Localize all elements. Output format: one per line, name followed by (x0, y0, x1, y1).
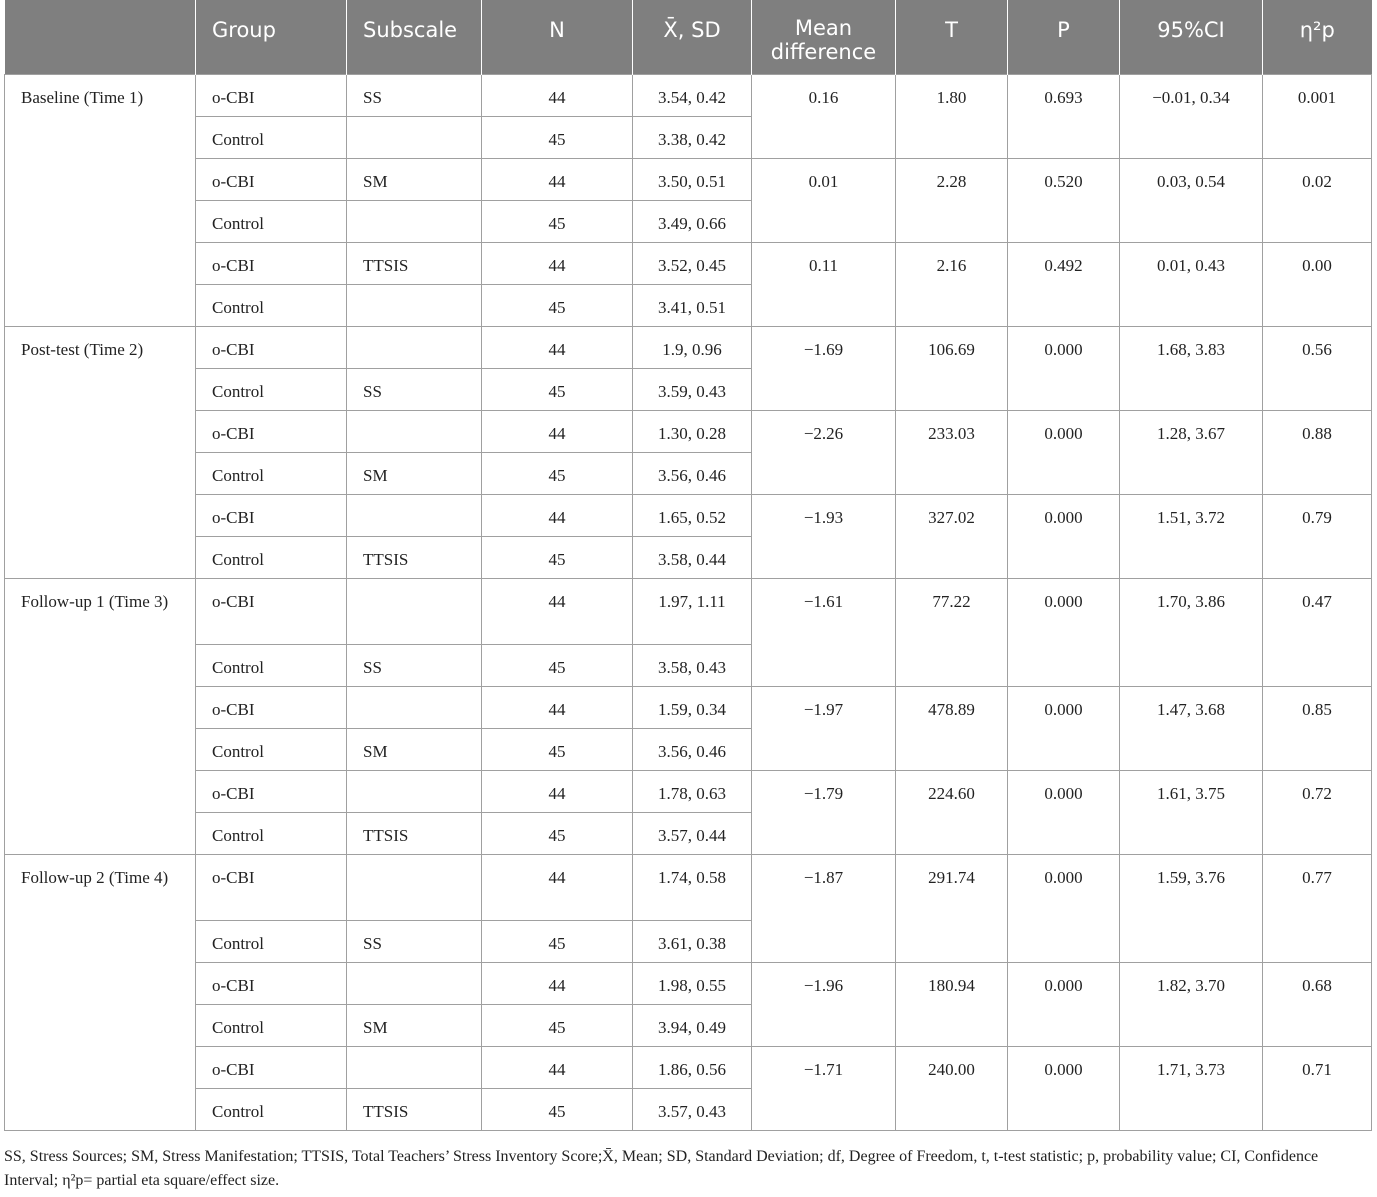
header-blank (5, 0, 196, 75)
p-cell: 0.000 (1008, 963, 1120, 1047)
mean-sd-cell: 3.41, 0.51 (633, 285, 752, 327)
eta-cell: 0.88 (1263, 411, 1372, 495)
group-cell: o-CBI (196, 963, 347, 1005)
n-cell: 45 (482, 1089, 633, 1131)
subscale-cell (347, 411, 482, 453)
n-cell: 45 (482, 1005, 633, 1047)
mean-sd-cell: 3.49, 0.66 (633, 201, 752, 243)
subscale-cell: SS (347, 75, 482, 117)
table-row (5, 963, 1372, 1005)
p-cell: 0.000 (1008, 411, 1120, 495)
ci-cell: 0.01, 0.43 (1120, 243, 1263, 327)
eta-cell: 0.02 (1263, 159, 1372, 243)
p-cell: 0.520 (1008, 159, 1120, 243)
group-cell: o-CBI (196, 159, 347, 201)
group-cell: o-CBI (196, 1047, 347, 1089)
n-cell: 45 (482, 921, 633, 963)
eta-cell: 0.56 (1263, 327, 1372, 411)
n-cell: 45 (482, 813, 633, 855)
ci-cell: −0.01, 0.34 (1120, 75, 1263, 159)
subscale-cell: SS (347, 369, 482, 411)
mean-sd-cell: 3.57, 0.43 (633, 1089, 752, 1131)
subscale-cell: SS (347, 921, 482, 963)
t-cell: 224.60 (896, 771, 1008, 855)
table-row (5, 855, 1372, 921)
mean-sd-cell: 1.9, 0.96 (633, 327, 752, 369)
subscale-cell (347, 1047, 482, 1089)
mean-sd-cell: 3.50, 0.51 (633, 159, 752, 201)
eta-cell: 0.00 (1263, 243, 1372, 327)
t-cell: 240.00 (896, 1047, 1008, 1131)
subscale-cell: TTSIS (347, 537, 482, 579)
group-cell: o-CBI (196, 327, 347, 369)
group-cell: o-CBI (196, 243, 347, 285)
mean-sd-cell: 3.58, 0.43 (633, 645, 752, 687)
table-row (5, 243, 1372, 285)
mean-sd-cell: 1.30, 0.28 (633, 411, 752, 453)
group-cell: Control (196, 645, 347, 687)
n-cell: 44 (482, 771, 633, 813)
subscale-cell (347, 285, 482, 327)
subscale-cell: TTSIS (347, 813, 482, 855)
group-cell: Control (196, 1089, 347, 1131)
table-row (5, 411, 1372, 453)
mean-sd-cell: 1.59, 0.34 (633, 687, 752, 729)
mean-difference-cell: −2.26 (752, 411, 896, 495)
group-cell: o-CBI (196, 411, 347, 453)
p-cell: 0.000 (1008, 855, 1120, 963)
table-body (5, 75, 1372, 1131)
p-cell: 0.000 (1008, 495, 1120, 579)
group-cell: Control (196, 813, 347, 855)
group-cell: Control (196, 1005, 347, 1047)
mean-difference-cell: −1.97 (752, 687, 896, 771)
mean-difference-cell: −1.93 (752, 495, 896, 579)
header-eta: η²p (1263, 0, 1372, 75)
subscale-cell: SM (347, 1005, 482, 1047)
eta-cell: 0.79 (1263, 495, 1372, 579)
mean-difference-cell: 0.01 (752, 159, 896, 243)
t-cell: 106.69 (896, 327, 1008, 411)
header-t: T (896, 0, 1008, 75)
group-cell: o-CBI (196, 771, 347, 813)
group-cell: o-CBI (196, 855, 347, 921)
table-row (5, 495, 1372, 537)
mean-difference-cell: 0.16 (752, 75, 896, 159)
ci-cell: 1.82, 3.70 (1120, 963, 1263, 1047)
t-cell: 1.80 (896, 75, 1008, 159)
subscale-cell: SM (347, 453, 482, 495)
subscale-cell (347, 687, 482, 729)
ci-cell: 1.61, 3.75 (1120, 771, 1263, 855)
eta-cell: 0.47 (1263, 579, 1372, 687)
group-cell: o-CBI (196, 687, 347, 729)
n-cell: 45 (482, 453, 633, 495)
mean-difference-cell: −1.71 (752, 1047, 896, 1131)
table-header (5, 0, 1372, 75)
mean-difference-cell: 0.11 (752, 243, 896, 327)
group-cell: Control (196, 921, 347, 963)
mean-sd-cell: 3.54, 0.42 (633, 75, 752, 117)
eta-cell: 0.85 (1263, 687, 1372, 771)
t-cell: 327.02 (896, 495, 1008, 579)
ci-cell: 1.47, 3.68 (1120, 687, 1263, 771)
table-row (5, 1047, 1372, 1089)
n-cell: 45 (482, 537, 633, 579)
results-table (4, 0, 1372, 1131)
timepoint-cell: Post-test (Time 2) (5, 327, 196, 579)
n-cell: 44 (482, 411, 633, 453)
ci-cell: 1.70, 3.86 (1120, 579, 1263, 687)
subscale-cell (347, 117, 482, 159)
mean-sd-cell: 3.56, 0.46 (633, 729, 752, 771)
ci-cell: 1.51, 3.72 (1120, 495, 1263, 579)
header-mean-diff-line2: difference (770, 40, 877, 64)
header-subscale: Subscale (347, 0, 482, 75)
mean-sd-cell: 1.78, 0.63 (633, 771, 752, 813)
n-cell: 44 (482, 159, 633, 201)
n-cell: 44 (482, 579, 633, 645)
n-cell: 45 (482, 645, 633, 687)
p-cell: 0.000 (1008, 1047, 1120, 1131)
group-cell: Control (196, 537, 347, 579)
subscale-cell: TTSIS (347, 243, 482, 285)
ci-cell: 0.03, 0.54 (1120, 159, 1263, 243)
subscale-cell (347, 201, 482, 243)
results-table-container (4, 0, 1371, 1131)
p-cell: 0.492 (1008, 243, 1120, 327)
mean-sd-cell: 3.57, 0.44 (633, 813, 752, 855)
timepoint-cell: Follow-up 1 (Time 3) (5, 579, 196, 855)
header-group: Group (196, 0, 347, 75)
header-mean-difference (752, 0, 896, 75)
table-row (5, 579, 1372, 645)
subscale-cell: TTSIS (347, 1089, 482, 1131)
group-cell: Control (196, 369, 347, 411)
mean-difference-cell: −1.79 (752, 771, 896, 855)
p-cell: 0.693 (1008, 75, 1120, 159)
mean-sd-cell: 3.61, 0.38 (633, 921, 752, 963)
ci-cell: 1.28, 3.67 (1120, 411, 1263, 495)
eta-cell: 0.68 (1263, 963, 1372, 1047)
n-cell: 44 (482, 75, 633, 117)
mean-sd-cell: 3.56, 0.46 (633, 453, 752, 495)
p-cell: 0.000 (1008, 579, 1120, 687)
n-cell: 45 (482, 729, 633, 771)
ci-cell: 1.68, 3.83 (1120, 327, 1263, 411)
header-p: P (1008, 0, 1120, 75)
t-cell: 291.74 (896, 855, 1008, 963)
n-cell: 44 (482, 1047, 633, 1089)
mean-sd-cell: 1.74, 0.58 (633, 855, 752, 921)
n-cell: 44 (482, 963, 633, 1005)
group-cell: o-CBI (196, 495, 347, 537)
mean-sd-cell: 3.38, 0.42 (633, 117, 752, 159)
mean-difference-cell: −1.69 (752, 327, 896, 411)
header-ci: 95%CI (1120, 0, 1263, 75)
n-cell: 45 (482, 369, 633, 411)
eta-cell: 0.001 (1263, 75, 1372, 159)
table-row (5, 687, 1372, 729)
header-n: N (482, 0, 633, 75)
p-cell: 0.000 (1008, 771, 1120, 855)
mean-sd-cell: 3.94, 0.49 (633, 1005, 752, 1047)
n-cell: 44 (482, 243, 633, 285)
ci-cell: 1.71, 3.73 (1120, 1047, 1263, 1131)
group-cell: o-CBI (196, 579, 347, 645)
header-mean-diff-line1: Mean (794, 16, 853, 40)
timepoint-cell: Follow-up 2 (Time 4) (5, 855, 196, 1131)
mean-difference-cell: −1.61 (752, 579, 896, 687)
subscale-cell: SM (347, 729, 482, 771)
mean-difference-cell: −1.96 (752, 963, 896, 1047)
table-footnote: SS, Stress Sources; SM, Stress Manifestation; TTSIS, Total Teachers’ Stress Inventory Score;X̄, Mean; SD, Standard Deviation; df, Degree of Freedom, t, t-test statistic; p, probability value; CI, Confidence Interval; η²p= partial eta square/effect size. (4, 1148, 1319, 1189)
subscale-cell (347, 327, 482, 369)
p-cell: 0.000 (1008, 327, 1120, 411)
timepoint-cell: Baseline (Time 1) (5, 75, 196, 327)
table-row (5, 75, 1372, 117)
n-cell: 44 (482, 327, 633, 369)
mean-sd-cell: 3.59, 0.43 (633, 369, 752, 411)
table-row (5, 159, 1372, 201)
table-row (5, 771, 1372, 813)
t-cell: 2.16 (896, 243, 1008, 327)
n-cell: 45 (482, 201, 633, 243)
mean-sd-cell: 3.58, 0.44 (633, 537, 752, 579)
group-cell: Control (196, 729, 347, 771)
eta-cell: 0.72 (1263, 771, 1372, 855)
group-cell: Control (196, 117, 347, 159)
mean-sd-cell: 1.98, 0.55 (633, 963, 752, 1005)
p-cell: 0.000 (1008, 687, 1120, 771)
mean-difference-cell: −1.87 (752, 855, 896, 963)
group-cell: Control (196, 285, 347, 327)
group-cell: Control (196, 201, 347, 243)
subscale-cell (347, 855, 482, 921)
n-cell: 45 (482, 117, 633, 159)
t-cell: 77.22 (896, 579, 1008, 687)
group-cell: Control (196, 453, 347, 495)
subscale-cell (347, 579, 482, 645)
subscale-cell (347, 963, 482, 1005)
subscale-cell: SS (347, 645, 482, 687)
eta-cell: 0.71 (1263, 1047, 1372, 1131)
group-cell: o-CBI (196, 75, 347, 117)
t-cell: 233.03 (896, 411, 1008, 495)
header-mean-sd: X̄, SD (633, 0, 752, 75)
ci-cell: 1.59, 3.76 (1120, 855, 1263, 963)
eta-cell: 0.77 (1263, 855, 1372, 963)
subscale-cell (347, 495, 482, 537)
n-cell: 45 (482, 285, 633, 327)
table-row (5, 327, 1372, 369)
n-cell: 44 (482, 687, 633, 729)
n-cell: 44 (482, 495, 633, 537)
t-cell: 478.89 (896, 687, 1008, 771)
subscale-cell: SM (347, 159, 482, 201)
mean-sd-cell: 1.65, 0.52 (633, 495, 752, 537)
n-cell: 44 (482, 855, 633, 921)
mean-sd-cell: 1.97, 1.11 (633, 579, 752, 645)
t-cell: 180.94 (896, 963, 1008, 1047)
mean-sd-cell: 3.52, 0.45 (633, 243, 752, 285)
subscale-cell (347, 771, 482, 813)
t-cell: 2.28 (896, 159, 1008, 243)
mean-sd-cell: 1.86, 0.56 (633, 1047, 752, 1089)
